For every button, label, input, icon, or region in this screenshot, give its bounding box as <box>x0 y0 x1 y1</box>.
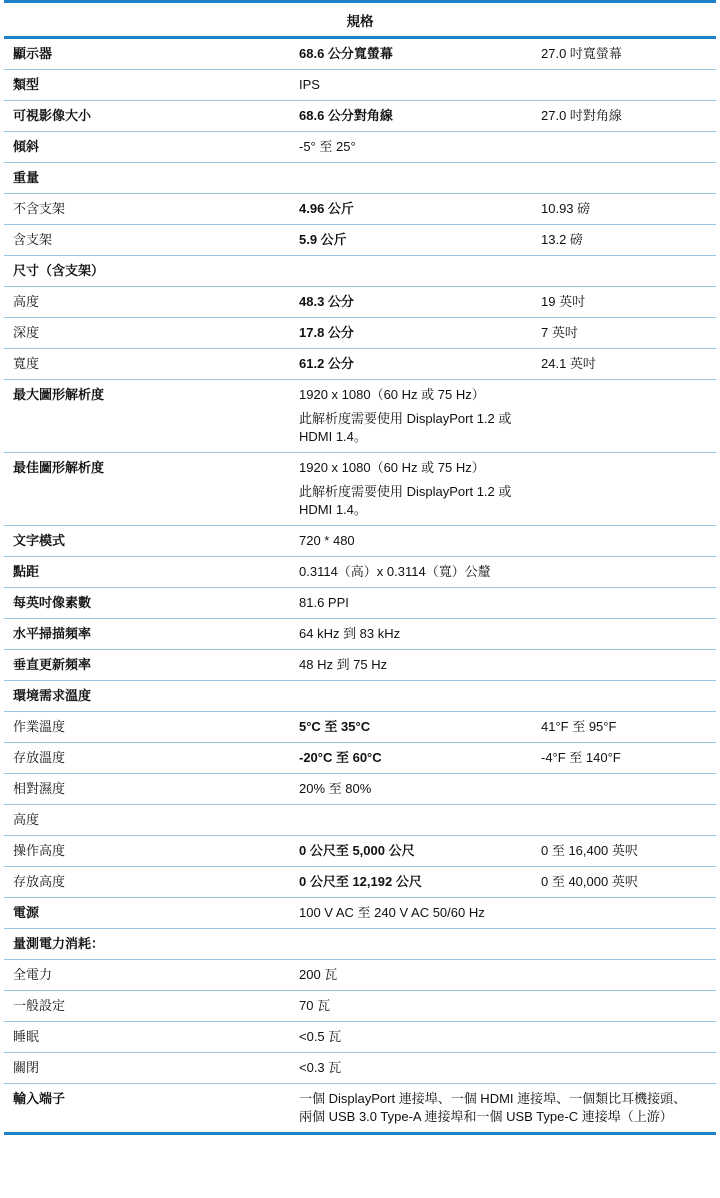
table-row <box>4 619 716 650</box>
imperial-value: 41°F 至 95°F <box>541 719 617 734</box>
row-label: 水平掃描頻率 <box>13 626 92 641</box>
imperial-value: 19 英吋 <box>541 294 586 309</box>
row-value: 1920 x 1080（60 Hz 或 75 Hz） <box>299 460 485 475</box>
imperial-value: 7 英吋 <box>541 325 578 340</box>
row-value: 200 瓦 <box>299 967 338 982</box>
table-row <box>4 526 716 557</box>
table-row <box>4 101 716 132</box>
bottom-rule <box>4 1132 716 1135</box>
row-label: 深度 <box>13 325 40 340</box>
table-row <box>4 557 716 588</box>
metric-value: 0 公尺至 12,192 公尺 <box>299 874 422 889</box>
row-label: 最大圖形解析度 <box>13 387 105 402</box>
table-row <box>4 225 716 256</box>
row-value: <0.3 瓦 <box>299 1060 342 1075</box>
table-row <box>4 1053 716 1084</box>
row-label: 每英吋像素數 <box>13 595 92 610</box>
row-label: 電源 <box>13 905 40 920</box>
row-value: 0.3114（高）x 0.3114（寬）公釐 <box>299 564 491 579</box>
row-value: IPS <box>299 77 320 92</box>
metric-value: 48.3 公分 <box>299 294 354 309</box>
table-row <box>4 349 716 380</box>
row-value: 70 瓦 <box>299 998 331 1013</box>
metric-value: 17.8 公分 <box>299 325 354 340</box>
row-label: 寬度 <box>13 356 40 371</box>
row-label: 關閉 <box>13 1060 40 1075</box>
table-row <box>4 132 716 163</box>
row-value: 720 * 480 <box>299 533 355 548</box>
row-label: 含支架 <box>13 232 53 247</box>
row-label: 相對濕度 <box>13 781 66 796</box>
row-label: 類型 <box>13 77 40 92</box>
table-row <box>4 163 716 194</box>
section-label: 尺寸（含支架） <box>13 263 105 278</box>
table-row <box>4 743 716 774</box>
row-label: 一般設定 <box>13 998 66 1013</box>
spec-table <box>4 0 716 1135</box>
row-label: 可視影像大小 <box>13 108 92 123</box>
row-label: 顯示器 <box>13 46 53 61</box>
row-value: 20% 至 80% <box>299 781 372 796</box>
imperial-value: 24.1 英吋 <box>541 356 596 371</box>
table-row <box>4 681 716 712</box>
row-value: -5° 至 25° <box>299 139 356 154</box>
imperial-value: 13.2 磅 <box>541 232 583 247</box>
table-row <box>4 453 716 526</box>
metric-value: 4.96 公斤 <box>299 201 354 216</box>
table-row <box>4 318 716 349</box>
table-row <box>4 194 716 225</box>
imperial-value: 27.0 吋對角線 <box>541 108 622 123</box>
row-value: 一個 DisplayPort 連接埠、一個 HDMI 連接埠、一個類比耳機接頭、兩個 USB 3.0 Type-A 連接埠和一個 USB Type-C 連接埠（上游） <box>299 1091 687 1124</box>
row-label: 睡眠 <box>13 1029 40 1044</box>
row-label: 輸入端子 <box>13 1091 66 1106</box>
row-value: 100 V AC 至 240 V AC 50/60 Hz <box>299 905 485 920</box>
imperial-value: 10.93 磅 <box>541 201 591 216</box>
row-label: 垂直更新頻率 <box>13 657 92 672</box>
metric-value: 5.9 公斤 <box>299 232 347 247</box>
row-label: 不含支架 <box>13 201 66 216</box>
row-label: 作業溫度 <box>13 719 66 734</box>
metric-value: 61.2 公分 <box>299 356 354 371</box>
metric-value: 5°C 至 35°C <box>299 719 371 734</box>
table-row <box>4 712 716 743</box>
row-note: 此解析度需要使用 DisplayPort 1.2 或 HDMI 1.4。 <box>299 484 512 517</box>
row-label: 文字模式 <box>13 533 66 548</box>
section-label: 高度 <box>13 812 40 827</box>
table-row <box>4 380 716 453</box>
table-row <box>4 256 716 287</box>
table-row <box>4 70 716 101</box>
row-value: 64 kHz 到 83 kHz <box>299 626 401 641</box>
metric-value: 68.6 公分對角線 <box>299 108 393 123</box>
table-row <box>4 960 716 991</box>
row-label: 存放溫度 <box>13 750 66 765</box>
table-row <box>4 650 716 681</box>
table-row <box>4 774 716 805</box>
table-row <box>4 1022 716 1053</box>
metric-value: 0 公尺至 5,000 公尺 <box>299 843 415 858</box>
row-label: 全電力 <box>13 967 53 982</box>
metric-value: -20°C 至 60°C <box>299 750 382 765</box>
table-row <box>4 805 716 836</box>
row-note: 此解析度需要使用 DisplayPort 1.2 或 HDMI 1.4。 <box>299 411 512 444</box>
table-row <box>4 867 716 898</box>
imperial-value: 27.0 吋寬螢幕 <box>541 46 622 61</box>
imperial-value: 0 至 40,000 英呎 <box>541 874 638 889</box>
table-row <box>4 898 716 929</box>
row-value: 48 Hz 到 75 Hz <box>299 657 388 672</box>
row-label: 最佳圖形解析度 <box>13 460 105 475</box>
row-label: 高度 <box>13 294 40 309</box>
table-row <box>4 836 716 867</box>
imperial-value: 0 至 16,400 英呎 <box>541 843 638 858</box>
metric-value: 68.6 公分寬螢幕 <box>299 46 393 61</box>
row-value: 1920 x 1080（60 Hz 或 75 Hz） <box>299 387 485 402</box>
row-label: 操作高度 <box>13 843 66 858</box>
section-label: 重量 <box>13 170 40 185</box>
table-row <box>4 39 716 70</box>
section-label: 環境需求溫度 <box>13 688 92 703</box>
row-label: 傾斜 <box>13 139 40 154</box>
table-row <box>4 929 716 960</box>
section-label: 量測電力消耗： <box>13 936 105 951</box>
table-row <box>4 588 716 619</box>
table-title: 規格 <box>4 3 716 39</box>
row-label: 存放高度 <box>13 874 66 889</box>
row-value: 81.6 PPI <box>299 595 349 610</box>
row-label: 點距 <box>13 564 40 579</box>
table-row <box>4 991 716 1022</box>
table-row <box>4 1084 716 1132</box>
imperial-value: -4°F 至 140°F <box>541 750 621 765</box>
table-row <box>4 287 716 318</box>
row-value: <0.5 瓦 <box>299 1029 342 1044</box>
